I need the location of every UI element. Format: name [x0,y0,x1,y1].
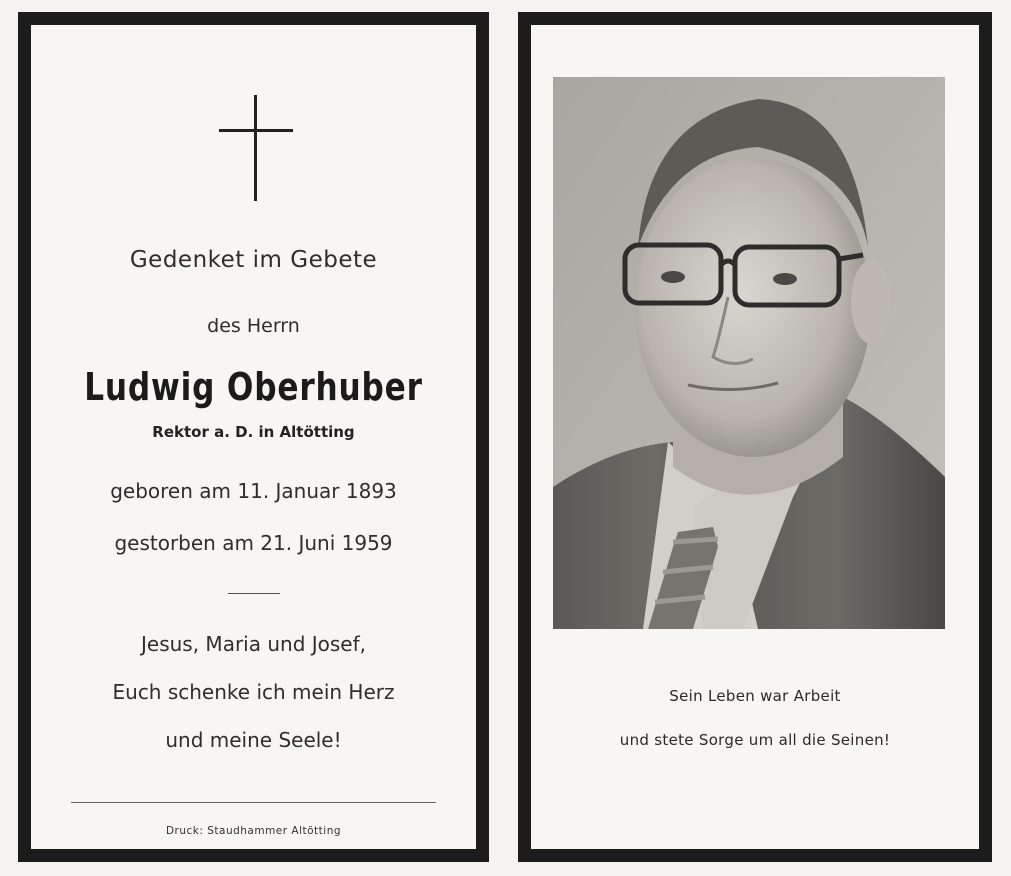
birth-date: geboren am 11. Januar 1893 [110,479,397,503]
memorial-card-photo [518,12,992,862]
heading: Gedenket im Gebete [129,247,378,273]
deceased-title: Rektor a. D. in Altötting [152,423,355,441]
memorial-card-text [18,12,489,862]
printer-credit: Druck: Staudhammer Altötting [165,825,342,837]
portrait-photo [553,77,945,629]
verse-line: Euch schenke ich mein Herz [112,680,395,704]
caption-line: und stete Sorge um all die Seinen! [619,731,891,749]
divider [228,593,280,594]
footer-divider [71,802,436,803]
death-date: gestorben am 21. Juni 1959 [114,531,393,555]
verse-line: Jesus, Maria und Josef, [141,632,366,656]
verse-line: und meine Seele! [165,728,342,752]
salutation: des Herrn [207,315,300,337]
cross-icon [219,95,293,201]
deceased-name: Ludwig Oberhuber [84,365,423,409]
caption-line: Sein Leben war Arbeit [669,687,841,705]
